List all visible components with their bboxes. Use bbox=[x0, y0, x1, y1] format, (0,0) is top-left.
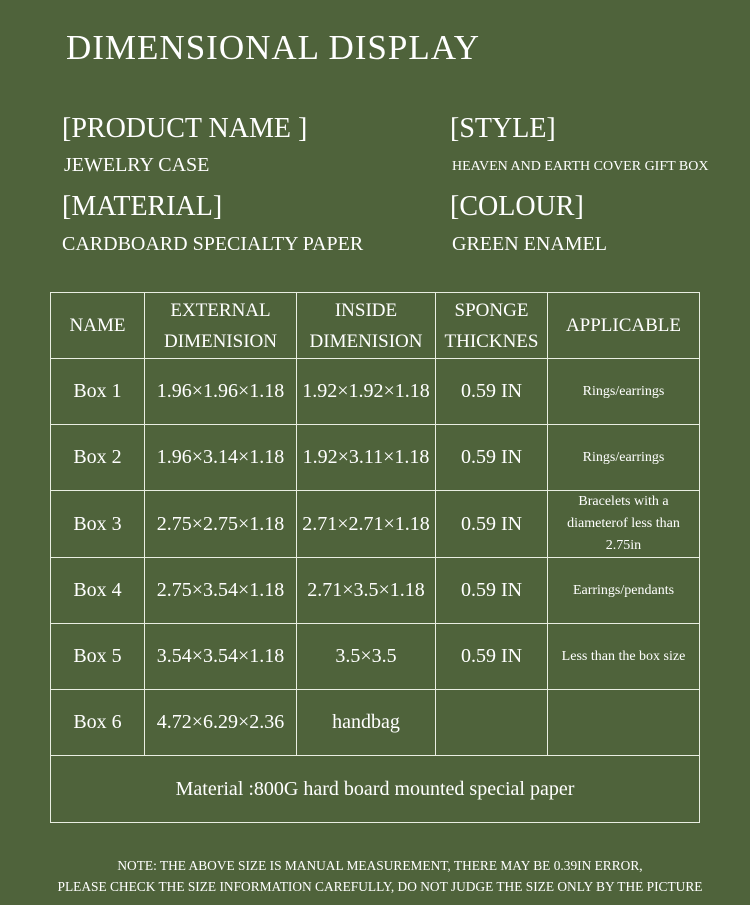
cell-external: 1.96×3.14×1.18 bbox=[145, 425, 297, 491]
cell-sponge: 0.59 IN bbox=[436, 425, 548, 491]
table-row bbox=[51, 425, 700, 491]
header-name: NAME bbox=[51, 293, 145, 359]
cell-name: Box 2 bbox=[51, 425, 145, 491]
note-line-2: PLEASE CHECK THE SIZE INFORMATION CAREFULLY, DO NOT JUDGE THE SIZE ONLY BY THE PICTURE bbox=[57, 879, 703, 894]
cell-applicable: Less than the box size bbox=[548, 624, 700, 690]
cell-external: 4.72×6.29×2.36 bbox=[145, 690, 297, 756]
cell-applicable: Rings/earrings bbox=[548, 425, 700, 491]
cell-applicable bbox=[548, 690, 700, 756]
style-value: HEAVEN AND EARTH COVER GIFT BOX bbox=[452, 159, 709, 174]
table-row bbox=[51, 359, 700, 425]
cell-name: Box 3 bbox=[51, 491, 145, 558]
cell-inside: 2.71×2.71×1.18 bbox=[297, 491, 436, 558]
table-row bbox=[51, 491, 700, 558]
cell-inside: 2.71×3.5×1.18 bbox=[297, 558, 436, 624]
cell-sponge bbox=[436, 690, 548, 756]
header-applicable: APPLICABLE bbox=[548, 293, 700, 359]
colour-value: GREEN ENAMEL bbox=[452, 233, 607, 255]
measurement-note bbox=[0, 855, 750, 897]
header-sponge-thickness: SPONGE THICKNES bbox=[436, 293, 548, 359]
page-title: DIMENSIONAL DISPLAY bbox=[66, 28, 481, 67]
table-row bbox=[51, 690, 700, 756]
cell-inside: 1.92×3.11×1.18 bbox=[297, 425, 436, 491]
cell-sponge: 0.59 IN bbox=[436, 359, 548, 425]
cell-external: 3.54×3.54×1.18 bbox=[145, 624, 297, 690]
material-label: [MATERIAL] bbox=[62, 191, 223, 222]
table-row bbox=[51, 558, 700, 624]
note-line-1: NOTE: THE ABOVE SIZE IS MANUAL MEASUREMENT, THERE MAY BE 0.39IN ERROR, bbox=[117, 858, 643, 873]
cell-name: Box 6 bbox=[51, 690, 145, 756]
cell-inside: 1.92×1.92×1.18 bbox=[297, 359, 436, 425]
header-inside-dimension: INSIDE DIMENISION bbox=[297, 293, 436, 359]
cell-name: Box 4 bbox=[51, 558, 145, 624]
table-footer-row bbox=[51, 756, 700, 823]
cell-sponge: 0.59 IN bbox=[436, 491, 548, 558]
cell-external: 2.75×2.75×1.18 bbox=[145, 491, 297, 558]
cell-inside: handbag bbox=[297, 690, 436, 756]
colour-label: [COLOUR] bbox=[450, 191, 584, 222]
style-label: [STYLE] bbox=[450, 113, 556, 144]
material-footer: Material :800G hard board mounted special paper bbox=[51, 756, 700, 823]
table-row bbox=[51, 624, 700, 690]
cell-sponge: 0.59 IN bbox=[436, 558, 548, 624]
cell-inside: 3.5×3.5 bbox=[297, 624, 436, 690]
table-header-row bbox=[51, 293, 700, 359]
header-external-dimension: EXTERNAL DIMENISION bbox=[145, 293, 297, 359]
cell-applicable: Rings/earrings bbox=[548, 359, 700, 425]
cell-external: 1.96×1.96×1.18 bbox=[145, 359, 297, 425]
cell-applicable: Earrings/pendants bbox=[548, 558, 700, 624]
cell-name: Box 5 bbox=[51, 624, 145, 690]
product-name-value: JEWELRY CASE bbox=[64, 154, 210, 176]
cell-applicable: Bracelets with a diameterof less than 2.75in bbox=[548, 491, 700, 558]
cell-name: Box 1 bbox=[51, 359, 145, 425]
dimension-table bbox=[50, 292, 700, 823]
cell-external: 2.75×3.54×1.18 bbox=[145, 558, 297, 624]
product-name-label: [PRODUCT NAME ] bbox=[62, 113, 308, 144]
cell-sponge: 0.59 IN bbox=[436, 624, 548, 690]
material-value: CARDBOARD SPECIALTY PAPER bbox=[62, 233, 364, 255]
